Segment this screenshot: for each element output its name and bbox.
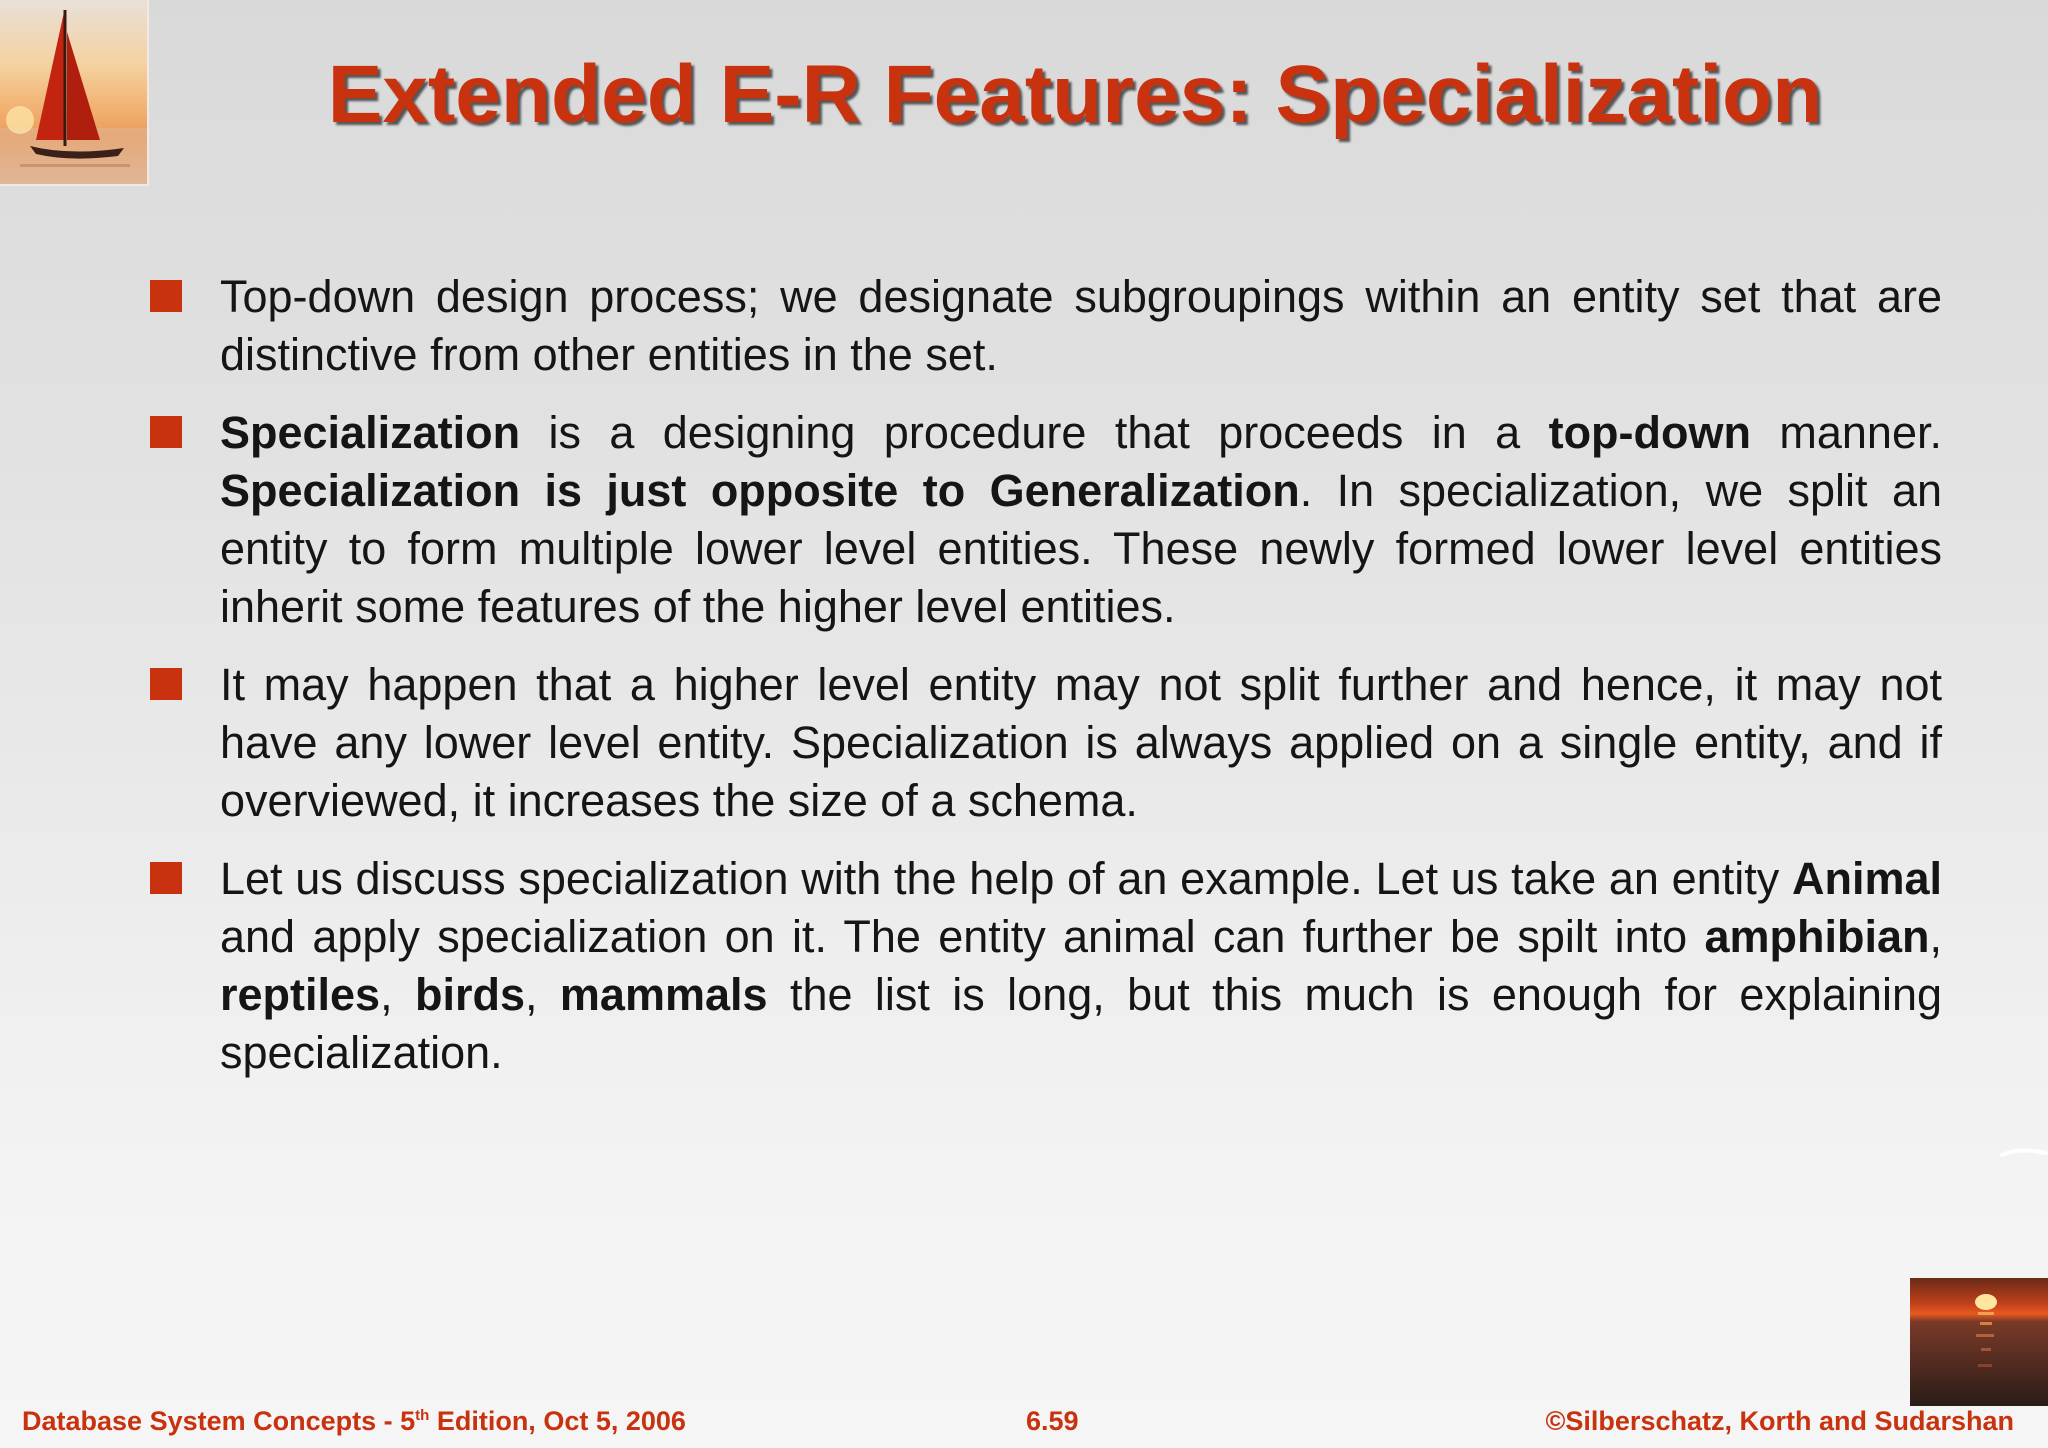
slide-title: Extended E-R Features: Specialization xyxy=(327,49,1823,140)
bullet-text: the list is long, but this much is enough for explaining specialization. xyxy=(220,969,1942,1078)
bold-term: top-down xyxy=(1548,407,1751,458)
bullet-text: manner. xyxy=(1751,407,1942,458)
bullet-text: Top-down design process; we designate subgroupings within an entity set that are distinctive from other entities in the set. xyxy=(220,271,1942,380)
bullet-text: is a designing procedure that proceeds in a xyxy=(520,407,1549,458)
bullet-item xyxy=(150,268,1942,384)
bullet-text: and apply specialization on it. The entity animal can further be spilt into xyxy=(220,911,1705,962)
footer-copyright: ©Silberschatz, Korth and Sudarshan xyxy=(1545,1406,2014,1436)
bullet-item xyxy=(150,850,1942,1082)
bold-term: Specialization xyxy=(220,407,521,458)
square-bullet-icon xyxy=(150,280,182,312)
bold-term: amphibian xyxy=(1704,911,1930,962)
sailboat-logo xyxy=(0,0,149,186)
bullet-text: , xyxy=(525,969,560,1020)
footer-page-number: 6.59 xyxy=(1026,1406,1079,1436)
wave-decoration-icon xyxy=(2000,1145,2048,1161)
square-bullet-icon xyxy=(150,862,182,894)
footer-book-title: Database System Concepts - 5th Edition, Oct 5, 2006 xyxy=(22,1406,686,1436)
bullet-text: It may happen that a higher level entity may not split further and hence, it may not have any lower level entity. Specialization is always applied on a single entity, and if overviewed, it increases the size of a schema. xyxy=(220,659,1942,826)
bold-term: reptiles xyxy=(220,969,381,1020)
bullet-item xyxy=(150,656,1942,830)
bullet-list xyxy=(150,268,1942,1102)
bullet-text: . In specialization, we split an entity to form multiple lower level entities. These newly formed lower level entities inherit some features of the higher level entities. xyxy=(220,465,1942,632)
bold-term: Animal xyxy=(1791,853,1942,904)
bold-term: birds xyxy=(414,969,526,1020)
bold-term: Specialization is just opposite to Generalization xyxy=(220,465,1300,516)
sailboat-sunset-logo-icon xyxy=(0,0,147,184)
bold-term: mammals xyxy=(559,969,768,1020)
sunset-logo xyxy=(1910,1278,2048,1406)
bullet-text: , xyxy=(1929,911,1942,962)
bullet-item xyxy=(150,404,1942,636)
bullet-text: , xyxy=(380,969,415,1020)
square-bullet-icon xyxy=(150,416,182,448)
sunset-sea-logo-icon xyxy=(1910,1278,2048,1406)
square-bullet-icon xyxy=(150,668,182,700)
bullet-text: Let us discuss specialization with the help of an example. Let us take an entity xyxy=(220,853,1792,904)
